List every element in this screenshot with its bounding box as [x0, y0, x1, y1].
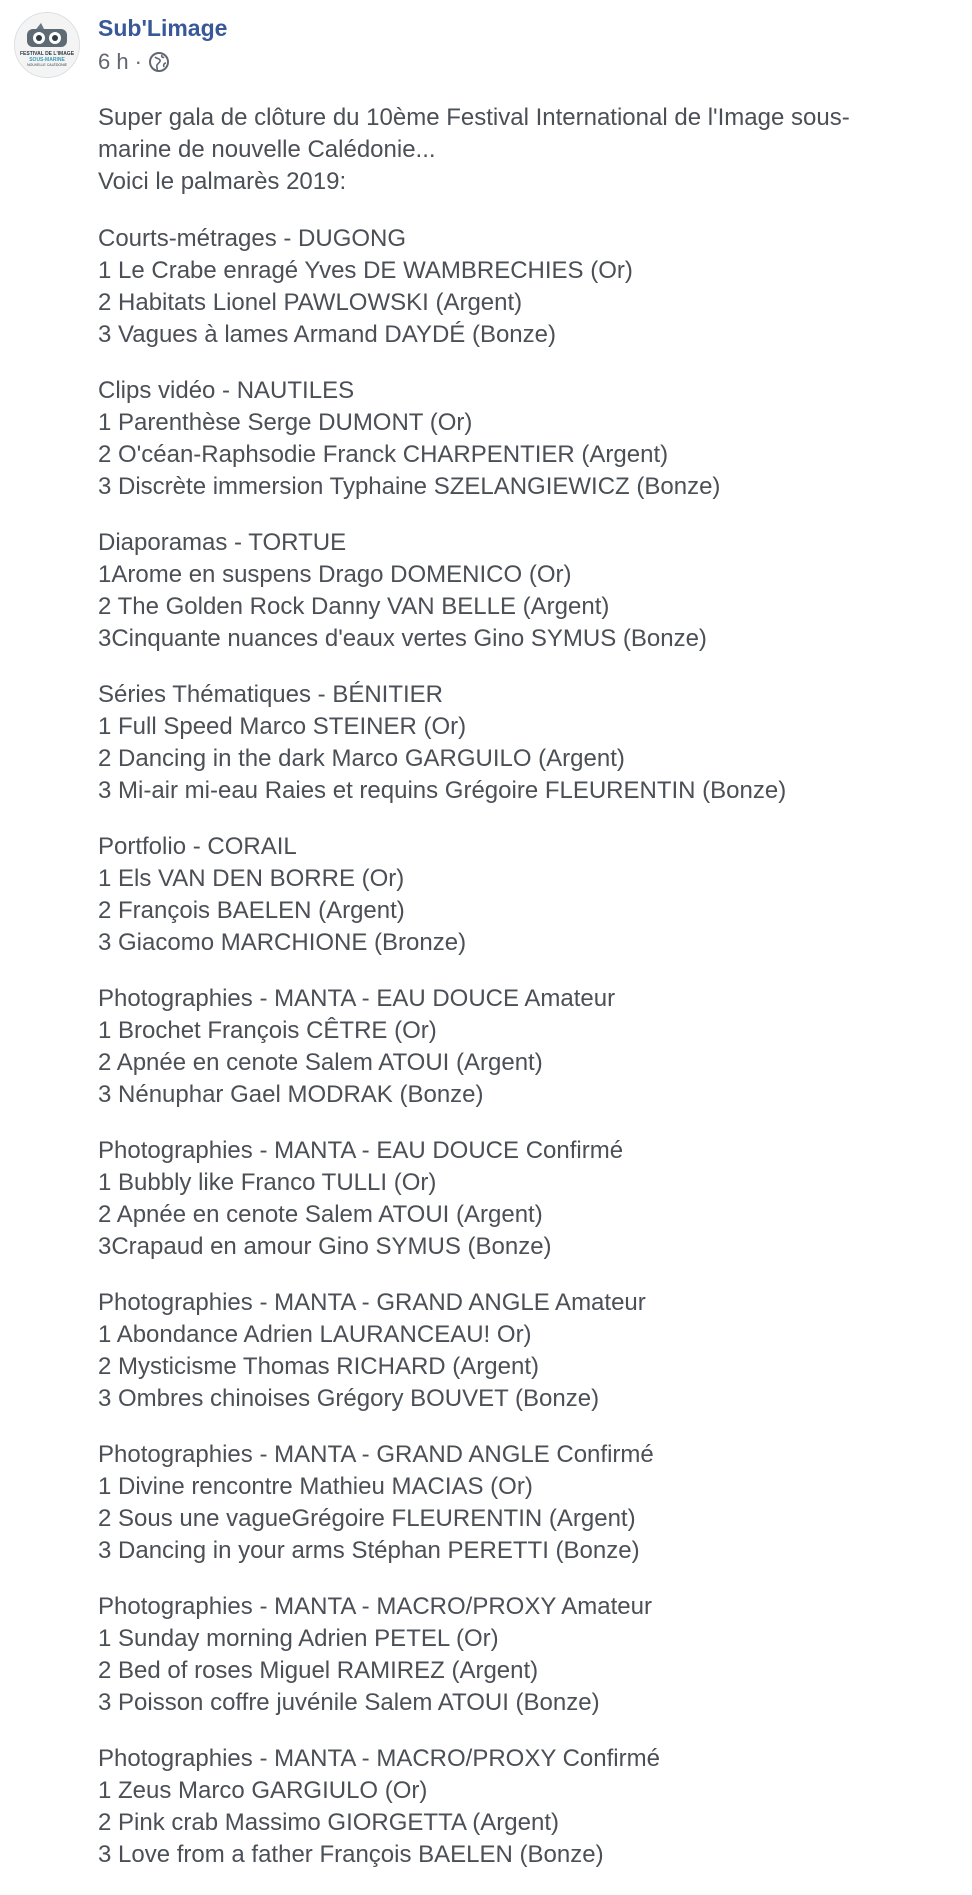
award-entry: 2 Apnée en cenote Salem ATOUI (Argent) — [98, 1201, 543, 1228]
award-entry: 3Cinquante nuances d'eaux vertes Gino SYMUS (Bonze) — [98, 625, 707, 652]
award-category — [98, 679, 948, 807]
award-entry: 2 O'céan-Raphsodie Franck CHARPENTIER (Argent) — [98, 441, 669, 468]
category-title: Clips vidéo - NAUTILES — [98, 377, 355, 404]
award-entry: 1 Divine rencontre Mathieu MACIAS (Or) — [98, 1473, 533, 1500]
award-entry: 3 Mi-air mi-eau Raies et requins Grégoire FLEURENTIN (Bonze) — [98, 777, 787, 804]
intro-line: Voici le palmarès 2019: — [98, 168, 347, 195]
award-entry: 1 Brochet François CÊTRE (Or) — [98, 1017, 437, 1044]
svg-text:SOUS-MARINE: SOUS-MARINE — [29, 57, 65, 63]
award-entry: 2 Sous une vagueGrégoire FLEURENTIN (Argent) — [98, 1505, 636, 1532]
award-entry: 3 Giacomo MARCHIONE (Bronze) — [98, 929, 467, 956]
post-timestamp[interactable]: 6 h — [98, 49, 129, 74]
award-entry: 2 Bed of roses Miguel RAMIREZ (Argent) — [98, 1657, 539, 1684]
globe-icon[interactable] — [148, 51, 170, 73]
sublimage-logo-icon — [15, 13, 79, 77]
category-title: Photographies - MANTA - MACRO/PROXY Amateur — [98, 1593, 652, 1620]
award-entry: 3 Vagues à lames Armand DAYDÉ (Bonze) — [98, 321, 556, 348]
category-title: Courts-métrages - DUGONG — [98, 225, 407, 252]
award-entry: 2 Habitats Lionel PAWLOWSKI (Argent) — [98, 289, 523, 316]
meta-separator: · — [134, 49, 142, 74]
intro-line: Super gala de clôture du 10ème Festival International de l'Image sous- — [98, 104, 850, 131]
award-category — [98, 527, 948, 655]
award-entry: 2 Dancing in the dark Marco GARGUILO (Argent) — [98, 745, 625, 772]
award-entry: 2 The Golden Rock Danny VAN BELLE (Argent) — [98, 593, 610, 620]
award-entry: 2 Mysticisme Thomas RICHARD (Argent) — [98, 1353, 539, 1380]
page-name-link[interactable]: Sub'Limage — [98, 15, 228, 41]
post-header — [14, 12, 954, 78]
award-entry: 1 Sunday morning Adrien PETEL (Or) — [98, 1625, 499, 1652]
award-category — [98, 375, 948, 503]
category-title: Photographies - MANTA - GRAND ANGLE Amateur — [98, 1289, 646, 1316]
award-entry: 1 Els VAN DEN BORRE (Or) — [98, 865, 405, 892]
category-title: Portfolio - CORAIL — [98, 833, 297, 860]
award-category — [98, 1591, 948, 1719]
award-category — [98, 223, 948, 351]
svg-text:FESTIVAL DE L'IMAGE: FESTIVAL DE L'IMAGE — [19, 51, 75, 57]
category-title: Diaporamas - TORTUE — [98, 529, 347, 556]
award-entry: 1 Bubbly like Franco TULLI (Or) — [98, 1169, 437, 1196]
category-title: Photographies - MANTA - GRAND ANGLE Confirmé — [98, 1441, 654, 1468]
award-entry: 1 Abondance Adrien LAURANCEAU! Or) — [98, 1321, 532, 1348]
award-entry: 3 Love from a father François BAELEN (Bonze) — [98, 1841, 604, 1868]
post-intro — [98, 102, 948, 198]
award-entry: 3 Poisson coffre juvénile Salem ATOUI (Bonze) — [98, 1689, 600, 1716]
avatar[interactable] — [14, 12, 80, 78]
palmares-list — [98, 223, 948, 1871]
award-category — [98, 1287, 948, 1415]
award-entry: 3 Nénuphar Gael MODRAK (Bonze) — [98, 1081, 484, 1108]
award-entry: 2 Apnée en cenote Salem ATOUI (Argent) — [98, 1049, 543, 1076]
award-category — [98, 1743, 948, 1871]
post-meta — [98, 48, 170, 76]
award-category — [98, 1439, 948, 1567]
award-category — [98, 831, 948, 959]
award-category — [98, 1135, 948, 1263]
award-entry: 2 François BAELEN (Argent) — [98, 897, 405, 924]
award-entry: 3Crapaud en amour Gino SYMUS (Bonze) — [98, 1233, 552, 1260]
award-entry: 1 Le Crabe enragé Yves DE WAMBRECHIES (Or) — [98, 257, 633, 284]
award-entry: 2 Pink crab Massimo GIORGETTA (Argent) — [98, 1809, 560, 1836]
award-entry: 1 Full Speed Marco STEINER (Or) — [98, 713, 467, 740]
intro-line: marine de nouvelle Calédonie... — [98, 136, 436, 163]
award-category — [98, 983, 948, 1111]
svg-text:NOUVELLE CALÉDONIE: NOUVELLE CALÉDONIE — [27, 63, 67, 67]
award-entry: 3 Dancing in your arms Stéphan PERETTI (Bonze) — [98, 1537, 640, 1564]
award-entry: 1 Parenthèse Serge DUMONT (Or) — [98, 409, 473, 436]
award-entry: 1Arome en suspens Drago DOMENICO (Or) — [98, 561, 572, 588]
category-title: Photographies - MANTA - MACRO/PROXY Confirmé — [98, 1745, 660, 1772]
award-entry: 1 Zeus Marco GARGIULO (Or) — [98, 1777, 428, 1804]
category-title: Séries Thématiques - BÉNITIER — [98, 681, 444, 708]
category-title: Photographies - MANTA - EAU DOUCE Amateur — [98, 985, 616, 1012]
award-entry: 3 Discrète immersion Typhaine SZELANGIEWICZ (Bonze) — [98, 473, 721, 500]
category-title: Photographies - MANTA - EAU DOUCE Confirmé — [98, 1137, 624, 1164]
post-body — [98, 102, 948, 1895]
award-entry: 3 Ombres chinoises Grégory BOUVET (Bonze) — [98, 1385, 600, 1412]
